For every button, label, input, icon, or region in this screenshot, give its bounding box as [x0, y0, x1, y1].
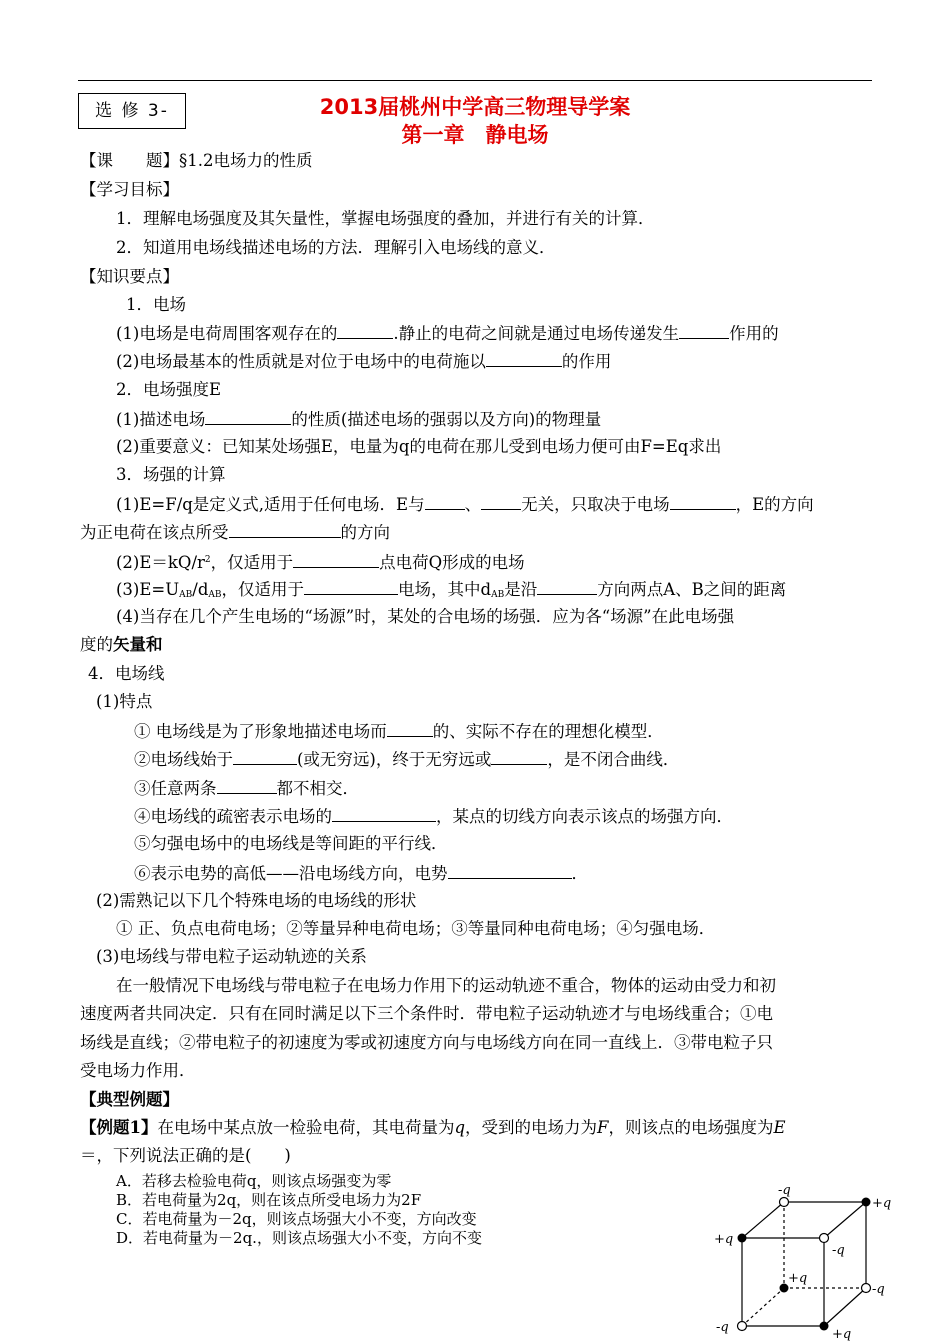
text-line: [116, 350, 611, 373]
chapter-title: 第一章 静电场: [401, 123, 549, 147]
fill-blank: [304, 578, 398, 595]
text-line: [80, 521, 390, 544]
subscript: AB: [491, 590, 505, 600]
negative-charge: [780, 1198, 789, 1207]
topic-text: §1.2电场力的性质: [179, 151, 313, 170]
course-tag: 选 修 3-: [78, 93, 186, 129]
text-segment: 、: [464, 495, 482, 514]
text-line: [116, 322, 779, 345]
charge-label: -q: [872, 1282, 885, 1297]
fill-blank: [205, 408, 291, 425]
math-var: F: [597, 1118, 609, 1137]
text-line: 受电场力作用．: [80, 1061, 196, 1080]
option-c: C．若电荷量为－2q，则该点场强大小不变，方向改变: [116, 1210, 477, 1228]
text-segment: 方向两点A、B之间的距离: [597, 580, 787, 599]
math-var: E: [773, 1118, 786, 1137]
fill-blank: [337, 322, 393, 339]
text-segment: 点电荷Q形成的电场: [379, 553, 525, 572]
text-segment: (2)电场最基本的性质就是对位于电场中的电荷施以: [116, 352, 486, 371]
text-line: [116, 549, 525, 574]
text-segment: 的方向: [340, 523, 390, 542]
negative-charge: [820, 1234, 829, 1243]
text-line: [134, 777, 359, 800]
text-line: (2)重要意义：已知某处场强E，电量为q的电荷在那儿受到电场力便可由F=Eq求出: [116, 437, 722, 456]
text-line: [134, 748, 679, 771]
text-segment: (2)E＝kQ/r: [116, 553, 205, 572]
text-segment: ，E的方向: [735, 495, 814, 514]
text-line: ① 正、负点电荷电场；②等量异种电荷电场；③等量同种电荷电场；④匀强电场．: [116, 919, 716, 938]
text-line: [116, 493, 814, 516]
option-d: D．若电荷量为－2q.，则该点场强大小不变，方向不变: [116, 1229, 482, 1247]
text-line: (3)电场线与带电粒子运动轨迹的关系: [96, 947, 367, 966]
text-segment: (1)电场是电荷周围客观存在的: [116, 324, 338, 343]
examples-heading: 【典型例题】: [80, 1090, 179, 1109]
text-line: ⑤匀强电场中的电场线是等间距的平行线．: [134, 834, 448, 853]
section-heading: 1．电场: [126, 295, 186, 314]
text-line: [134, 862, 588, 885]
option-b: B．若电荷量为2q，则在该点所受电场力为2F: [116, 1191, 422, 1209]
text-segment: ，受到的电场力为: [465, 1118, 598, 1137]
text-segment: .静止的电荷之间就是通过电场传递发生: [393, 324, 680, 343]
charge-label: +q: [714, 1232, 734, 1247]
topic-line: [80, 150, 313, 172]
section-heading: 4．电场线: [88, 664, 165, 683]
positive-charge: [820, 1322, 829, 1331]
charge-label: +q: [788, 1271, 808, 1286]
charge-label: -q: [716, 1320, 729, 1335]
math-var: q: [454, 1118, 466, 1137]
fill-blank: [670, 493, 736, 510]
charge-label: +q: [832, 1327, 852, 1342]
charge-label: -q: [832, 1243, 845, 1258]
topic-label: 【课 题】: [80, 151, 179, 170]
example-1-question: ＝，下列说法正确的是( ): [80, 1146, 291, 1165]
superscript: 2: [204, 555, 211, 565]
page-title: 2013届桃州中学高三物理导学案: [319, 95, 631, 119]
text-line: 场线是直线；②带电粒子的初速度为零或初速度方向与电场线方向在同一直线上．③带电粒子只: [80, 1033, 773, 1052]
charge-label: +q: [872, 1196, 892, 1211]
charge-cube-diagram: [712, 1180, 902, 1342]
subscript: AB: [179, 590, 193, 600]
text-segment: 度的: [80, 635, 113, 654]
text-segment: 作用的: [729, 324, 779, 343]
text-segment: /d: [192, 580, 209, 599]
text-segment: (3)E=U: [116, 580, 180, 599]
text-segment: (1)E=F/q是定义式,适用于任何电场．E与: [116, 495, 425, 514]
fill-blank: [217, 777, 277, 794]
fill-blank: [679, 322, 729, 339]
fill-blank: [448, 862, 572, 879]
fill-blank: [229, 521, 341, 538]
text-segment: 电场，其中d: [398, 580, 492, 599]
text-line: [134, 805, 733, 828]
fill-blank: [537, 578, 597, 595]
text-segment: ，仅适用于: [221, 580, 305, 599]
text-segment: ③任意两条: [134, 779, 217, 798]
text-line: [116, 578, 786, 606]
fill-blank: [233, 748, 297, 765]
example-1-stem: [80, 1117, 786, 1139]
fill-blank: [481, 493, 521, 510]
goal-item: 1．理解电场强度及其矢量性，掌握电场强度的叠加，并进行有关的计算．: [116, 209, 655, 228]
text-line: (2)需熟记以下几个特殊电场的电场线的形状: [96, 891, 417, 910]
text-line: (4)当存在几个产生电场的“场源”时，某处的合电场的场强．应为各“场源”在此电场强: [116, 607, 735, 626]
fill-blank: [293, 551, 379, 568]
fill-blank: [486, 350, 562, 367]
text-line: [116, 408, 601, 431]
text-line: 在一般情况下电场线与带电粒子在电场力作用下的运动轨迹不重合，物体的运动由受力和初: [116, 976, 776, 995]
fill-blank: [425, 493, 465, 510]
text-segment: ，则该点的电场强度为: [608, 1118, 774, 1137]
text-segment: 为正电荷在该点所受: [80, 523, 229, 542]
text-segment: 在电场中某点放一检验电荷，其电荷量为: [157, 1118, 455, 1137]
fill-blank: [332, 805, 436, 822]
section-heading: 3．场强的计算: [116, 465, 226, 484]
section-heading: 2．电场强度E: [116, 380, 222, 399]
negative-charge: [862, 1284, 871, 1293]
fill-blank: [491, 748, 547, 765]
example-label: 【例题1】: [80, 1118, 158, 1137]
text-segment: 的、实际不存在的理想化模型．: [432, 722, 664, 741]
text-segment: ，仅适用于: [210, 553, 294, 572]
text-segment: 都不相交．: [276, 779, 359, 798]
text-segment: ②电场线始于: [134, 750, 233, 769]
text-segment: ① 电场线是为了形象地描述电场而: [134, 722, 387, 741]
text-line: [80, 634, 163, 656]
option-a: A．若移去检验电荷q，则该点场强变为零: [116, 1172, 392, 1190]
charge-label: -q: [778, 1183, 791, 1198]
text-segment: (或无穷远)，终于无穷远或: [297, 750, 492, 769]
text-segment: ⑥表示电势的高低——沿电场线方向，电势: [134, 864, 448, 883]
header-rule: [78, 80, 872, 81]
text-segment: 的作用: [561, 352, 612, 371]
points-heading: 【知识要点】: [80, 267, 179, 286]
text-segment: ．: [571, 864, 588, 883]
subscript: AB: [208, 590, 222, 600]
text-segment: 无关，只取决于电场: [521, 495, 670, 514]
text-segment: 的性质(描述电场的强弱以及方向)的物理量: [291, 410, 602, 429]
positive-charge: [862, 1198, 871, 1207]
bold-term: 矢量和: [113, 635, 163, 654]
text-line: [134, 720, 664, 743]
text-segment: (1)描述电场: [116, 410, 206, 429]
text-line: (1)特点: [96, 692, 153, 711]
text-line: 速度两者共同决定．只有在同时满足以下三个条件时．带电粒子运动轨迹才与电场线重合；①电: [80, 1004, 773, 1023]
fill-blank: [387, 720, 433, 737]
goal-item: 2．知道用电场线描述电场的方法．理解引入电场线的意义．: [116, 238, 556, 257]
text-segment: ，某点的切线方向表示该点的场强方向．: [436, 807, 733, 826]
text-segment: ，是不闭合曲线．: [547, 750, 680, 769]
text-segment: 是沿: [504, 580, 538, 599]
negative-charge: [738, 1322, 747, 1331]
positive-charge: [738, 1234, 747, 1243]
goals-heading: 【学习目标】: [80, 180, 179, 199]
text-segment: ④电场线的疏密表示电场的: [134, 807, 332, 826]
